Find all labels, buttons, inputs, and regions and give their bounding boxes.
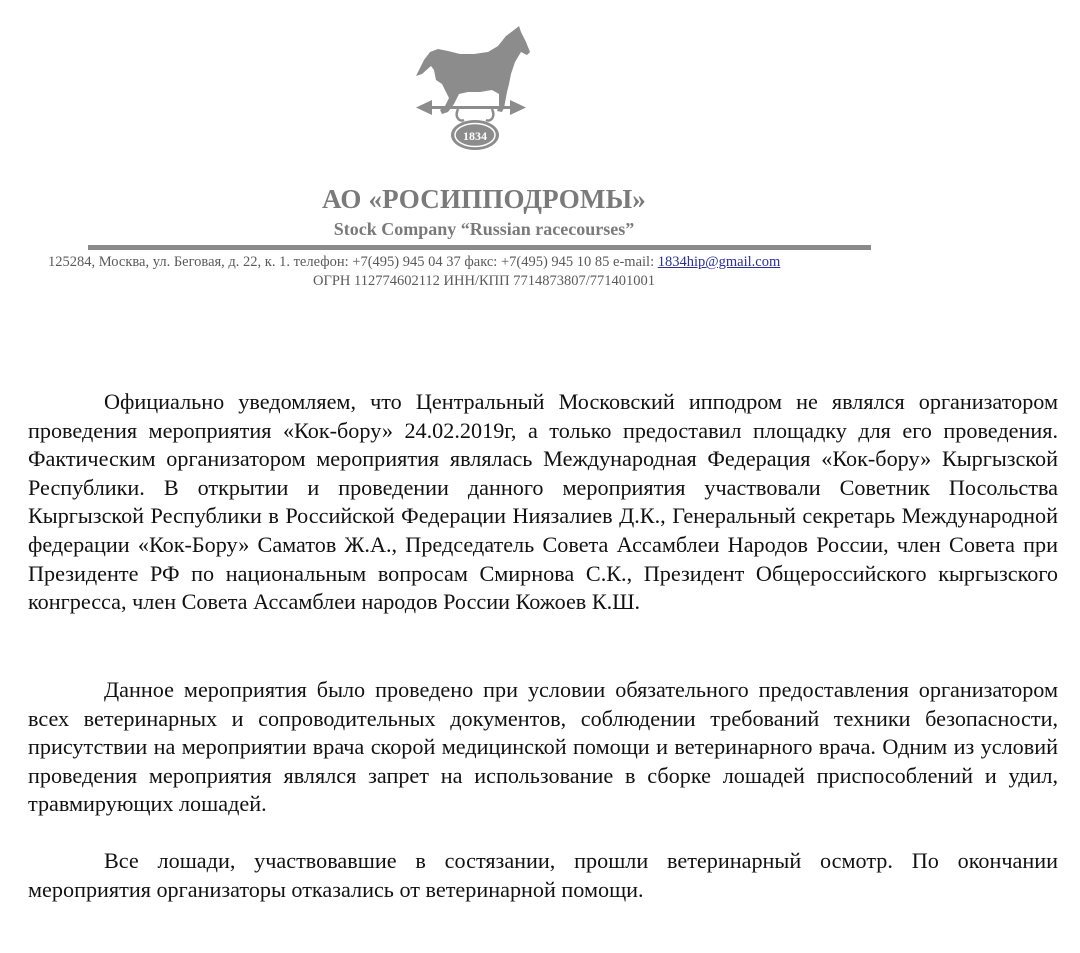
horse-weathervane-icon (410, 22, 540, 160)
email-link[interactable]: 1834hip@gmail.com (657, 254, 781, 270)
letter-paragraph-2: Данное мероприятия было проведено при условии обязательного предоставления организатором всех ветеринарных и сопроводительных документов, соблюдении требований техники безопасности, присутствии на мероприятии врача скорой медицинской помощи и ветеринарного врача. Одним из условий проведения мероприятия являлся запрет на использование в сборке лошадей приспособлений и удил, травмирующих лошадей. (28, 677, 1058, 817)
registry-numbers: ОГРН 112774602112 ИНН/КПП 7714873807/771401001 (312, 273, 656, 289)
header-divider (88, 245, 871, 250)
logo-year: 1834 (463, 129, 487, 143)
address-phone-fax: 125284, Москва, ул. Беговая, д. 22, к. 1. телефон: +7(495) 945 04 37 факс: +7(495) 945 10 85 e-mail: (48, 254, 655, 270)
letter-paragraph-3: Все лошади, участвовавшие в состязании, прошли ветеринарный осмотр. По окончании мероприятия организаторы отказались от ветеринарной помощи. (28, 848, 1058, 902)
company-name: АО «РОСИППОДРОМЫ» (321, 184, 647, 214)
company-name-english: Stock Company “Russian racecourses” (333, 219, 635, 239)
contact-line (48, 254, 780, 271)
letter-paragraph-1: Официально уведомляем, что Центральный Московский ипподром не являлся организатором проведения мероприятия «Кок-бору» 24.02.2019г, а только предоставил площадку для его проведения. Фактическим организатором мероприятия являлась Международная Федерация «Кок-бору» Кыргызской Республики. В открытии и проведении данного мероприятия участвовали Советник Посольства Кыргызской Республики в Российской Федерации Ниязалиев Д.К., Генеральный секретарь Международной федерации «Кок-Бору» Саматов Ж.А., Председатель Совета Ассамблеи Народов России, член Совета при Президенте РФ по национальным вопросам Смирнова С.К., Президент Общероссийского кыргызского конгресса, член Совета Ассамблеи народов России Кожоев К.Ш. (28, 389, 1058, 615)
